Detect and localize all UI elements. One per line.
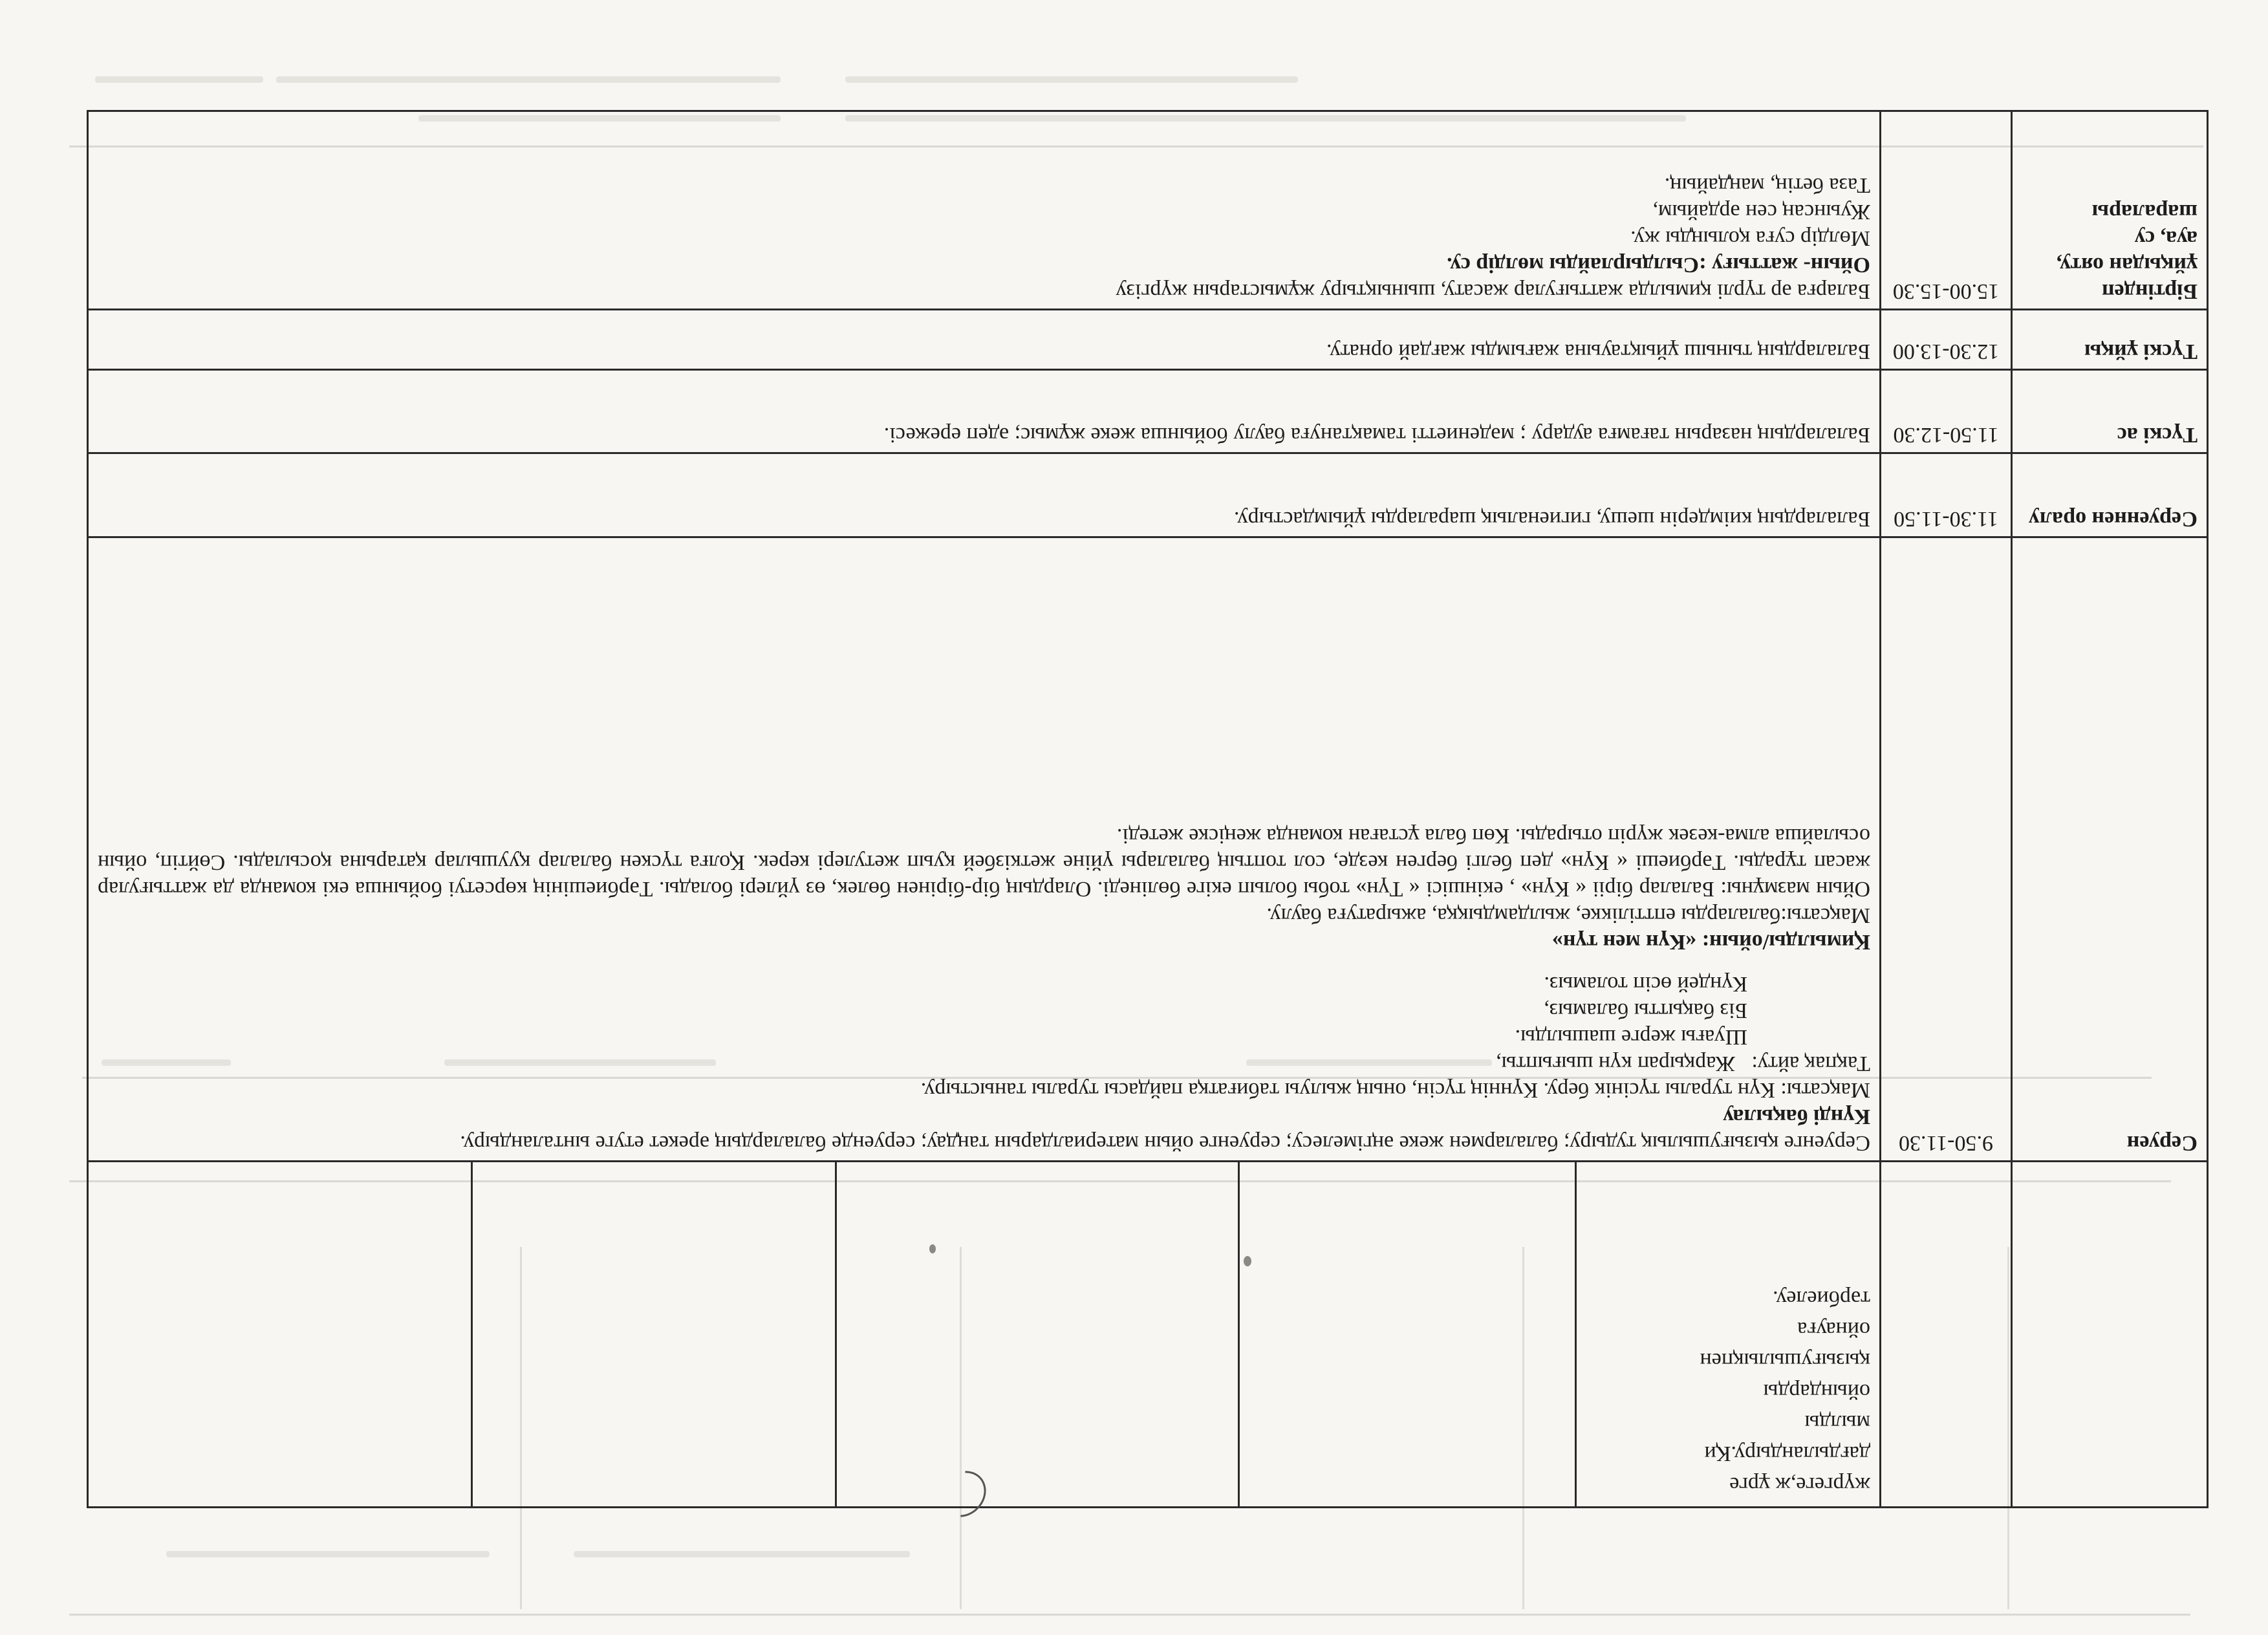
time-label: 9.50-11.30 <box>1881 537 2012 1162</box>
fragment-line: жүргеге,ж ұрге <box>1729 1473 1870 1497</box>
activity-text <box>88 111 1881 310</box>
table-row-walk <box>88 537 2208 1162</box>
column-empty <box>471 1162 835 1506</box>
walk-intro: Серуенге қызығушылық тудыру; балалармен жеке әңгімелесу; серуенге ойын материалдарын таңдау; серуенде балалардың әрекет етуге ынталандыру. <box>460 1131 1870 1155</box>
activity-columns-cell <box>88 1162 1881 1508</box>
column-empty <box>89 1162 471 1506</box>
observation-goal: Мақсаты: Күн туралы түсінік беру. Күннің түсін, оның жылуы табиғатқа пайдасы туралы таныстыру. <box>920 1078 1870 1102</box>
table-row-wakeup <box>88 111 2208 310</box>
wakeup-game-title: Ойын- жаттығу :Сылдырлайды мөлдір су. <box>1447 253 1870 277</box>
fragment-line: қызығушылықпен <box>1700 1348 1870 1372</box>
regime-line: шаралары <box>2091 200 2198 224</box>
regime-label: Серуен <box>2012 537 2208 1162</box>
riddle-first-line <box>98 1050 1870 1077</box>
fragment-line: ойындарды <box>1763 1380 1870 1403</box>
table-row-fragment <box>88 1162 2208 1508</box>
column-empty <box>1238 1162 1575 1506</box>
observation-title: Күнді бақылау <box>1723 1105 1870 1129</box>
regime-label: Түскі ас <box>2012 370 2208 453</box>
table-row-return <box>88 453 2208 537</box>
ink-spot <box>929 1244 936 1253</box>
time-label: 11.50-12.30 <box>1881 370 2012 453</box>
time-label: 15.00-15.30 <box>1881 111 2012 310</box>
activity-text <box>88 537 1881 1162</box>
game-title: Қимылды/ойын: «Күн мен түн» <box>1551 930 1870 954</box>
activity-text: Балалардың тыныш ұйықтауына жағымды жағдай орнату. <box>88 310 1881 370</box>
activity-text: Балалардың киімдерін шешу, гигиеналық шараларды ұйымдастыру. <box>88 453 1881 537</box>
verse-line: Жарқырап күн шығыпты, <box>1496 1052 1735 1076</box>
regime-line: Біртіндеп <box>2101 279 2198 303</box>
wakeup-text: Баларға әр түрлі қимылда жаттығулар жасату, шынықтыру жұмыстарын жүргізу <box>1116 279 1870 303</box>
regime-line: ауа, су <box>2134 226 2198 250</box>
activity-text: Балалардың назарын тағамға аудару ; мәдениетті тамақтануға баулу бойынша жеке жұмыс; әдеп ережесі. <box>88 370 1881 453</box>
regime-label: Серуеннен оралу <box>2012 453 2208 537</box>
fragment-line: дағдыландыру.Қи <box>1704 1442 1870 1466</box>
verse-line: Жуынсаң сен әрдайым, <box>1652 200 1870 224</box>
regime-line: ұйқыдан ояту, <box>2056 253 2198 277</box>
verse-line: Күндей өсіп толамыз. <box>1544 972 1747 996</box>
game-description: Ойын мазмұны: Балалар біріі « Күн» , екіншісі « Түн» тобы болып екіге бөлінеді. Олардың бір-бірінен бөлек, өз үйлері болады. Тәрбиешінің көрсетуі бойынша екі команда да жаттығулар жасап тұрады. Тәрбиеші « Күн» деп белгі берген кезде, сол топтың балалары үйіне жеткізбей қуып жетулері керек. Қолға түскен балалар қуушылар қатарына қосылады. Сөйтіп, ойын осылайша алма-кезек жүріп отырады. Көп бала ұстаған команда жеңіске жетеді. <box>98 824 1870 901</box>
table-row-lunch <box>88 370 2208 453</box>
riddle-label: Тақпақ айту: <box>1751 1052 1870 1076</box>
verse-line: Таза бетің, маңдайың. <box>1664 173 1870 197</box>
verse-line: Мөлдір суға қолыңды жу. <box>1630 226 1870 250</box>
fragment-line: мылды <box>1804 1411 1870 1435</box>
regime-cell-empty <box>2012 1162 2208 1508</box>
game-goal: Мақсаты:балаларды епттілікке, жылдамдыққа, ажыратуға баулу. <box>1266 904 1870 927</box>
verse-line: Біз бақытты баламыз, <box>1544 999 1747 1023</box>
time-cell-empty <box>1881 1162 2012 1508</box>
daily-schedule-table <box>87 110 2209 1508</box>
column-fragment-text <box>1575 1162 1879 1506</box>
regime-label <box>2012 111 2208 310</box>
ink-spot <box>1244 1256 1251 1266</box>
fragment-line: тәрбиелеу. <box>1773 1286 1870 1310</box>
verse-line: Шуағы жерге шашылды. <box>1515 1025 1747 1049</box>
table-row-nap <box>88 310 2208 370</box>
fragment-line: ойнауға <box>1797 1317 1870 1341</box>
time-label: 11.30-11.50 <box>1881 453 2012 537</box>
time-label: 12.30-13.00 <box>1881 310 2012 370</box>
regime-label: Түскі ұйқы <box>2012 310 2208 370</box>
column-empty <box>835 1162 1238 1506</box>
